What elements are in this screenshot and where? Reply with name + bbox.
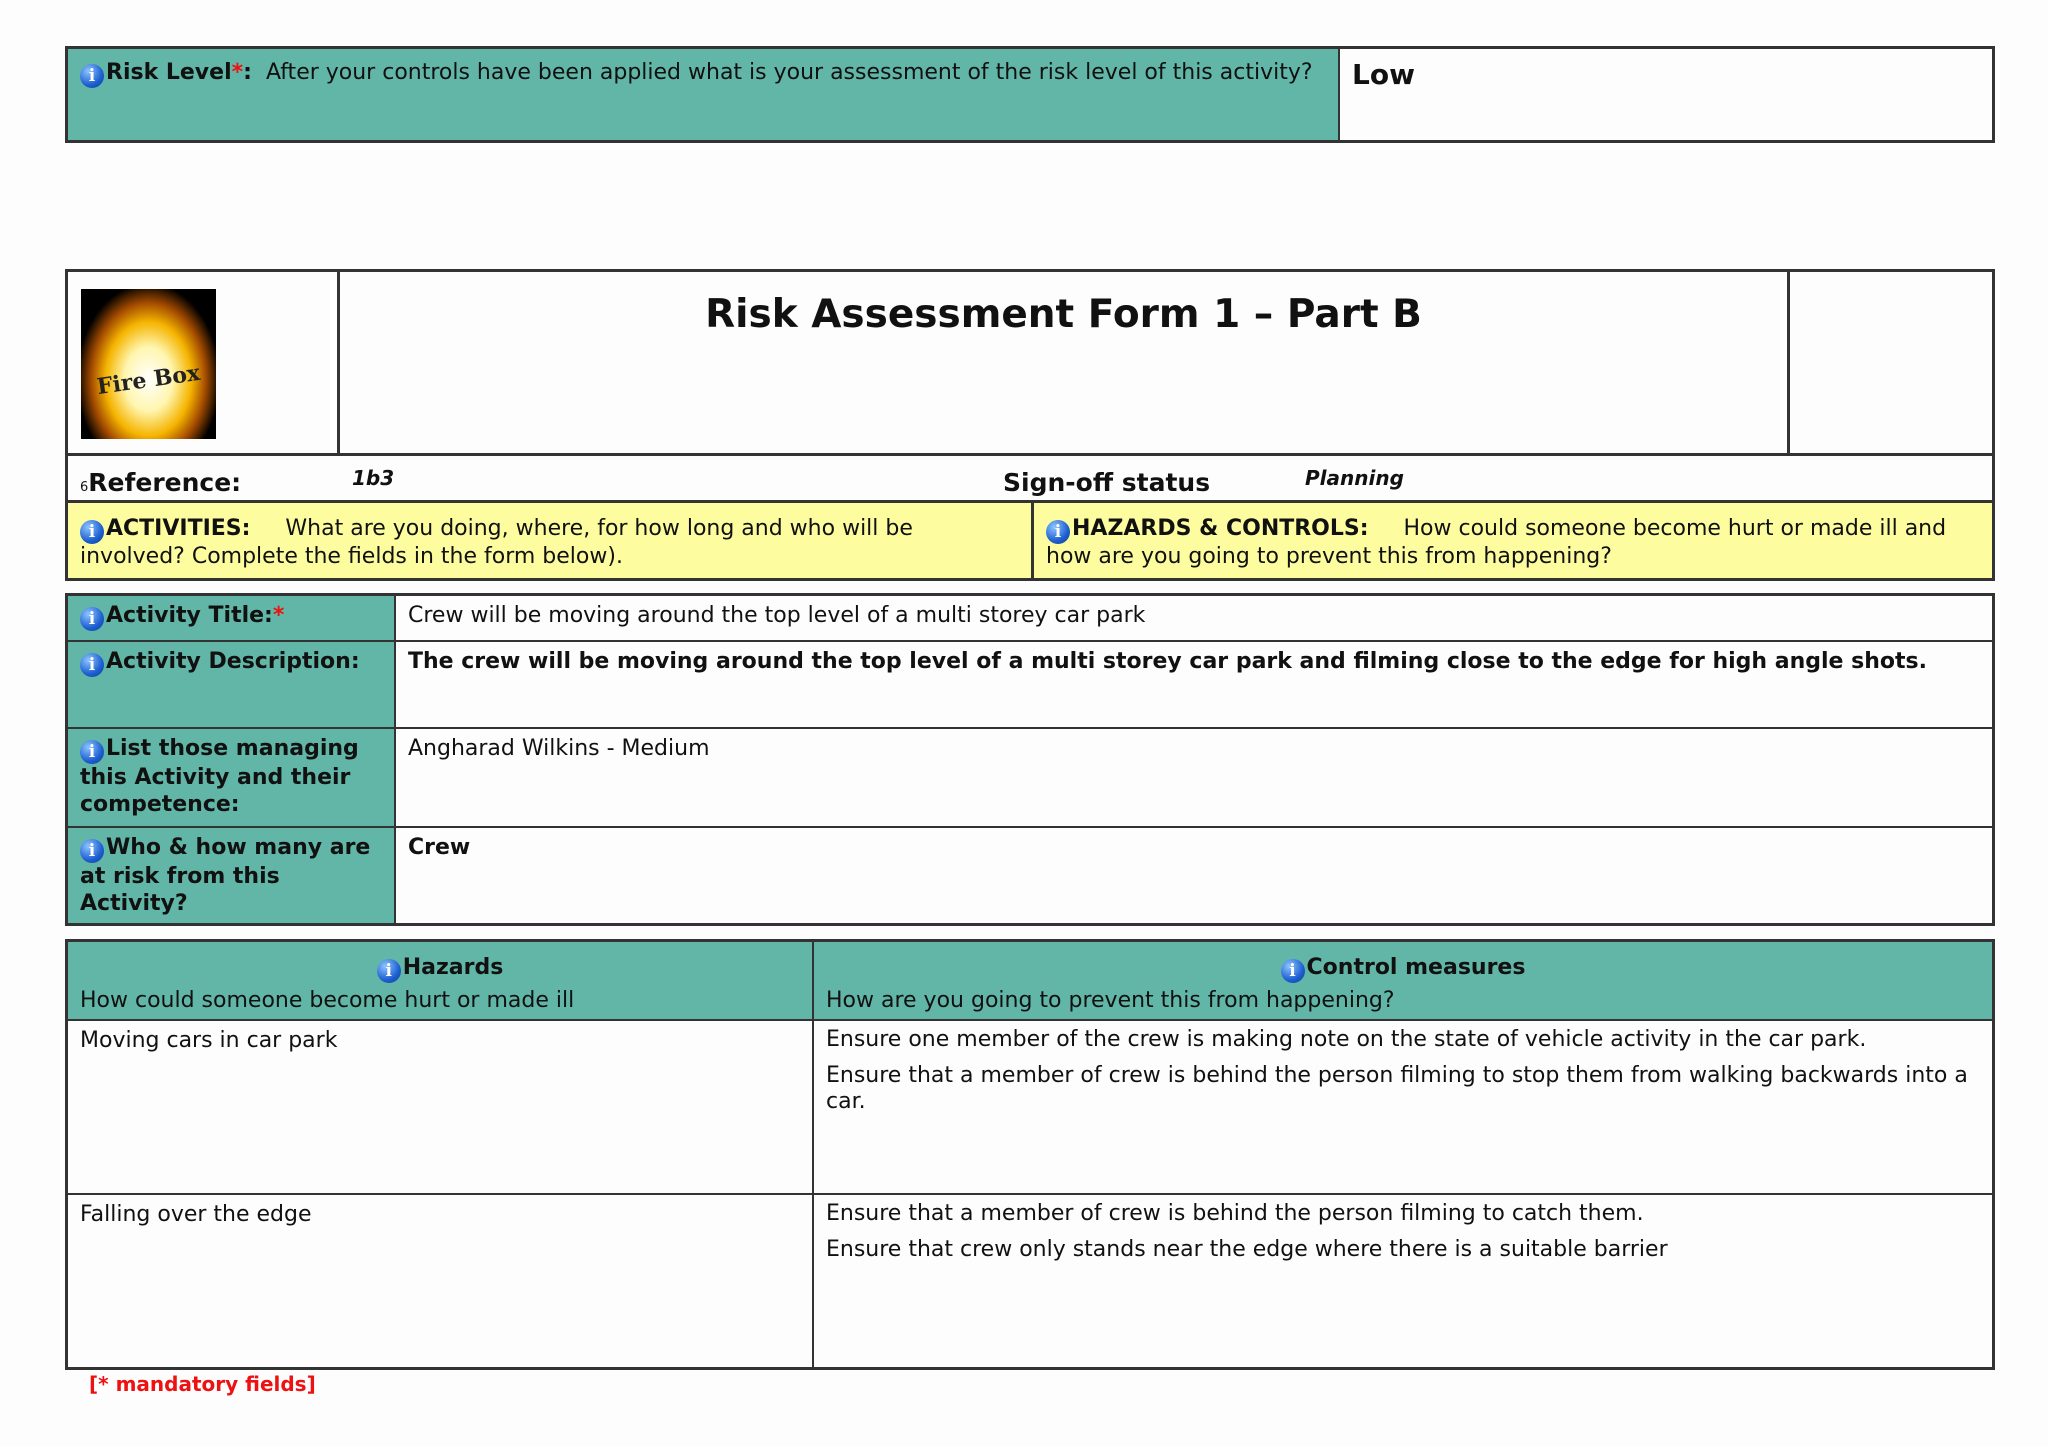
- control-measure: Ensure that crew only stands near the edge where there is a suitable barrier: [826, 1237, 1668, 1262]
- activity-title-value[interactable]: Crew will be moving around the top level of a multi storey car park: [408, 603, 1146, 628]
- reference-value[interactable]: 1b3: [352, 466, 395, 490]
- activities-text: What are you doing, where, for how long and who will be involved? Complete the fields in the form below).: [80, 516, 913, 569]
- controls-header: [814, 948, 1992, 1020]
- info-icon[interactable]: i: [377, 959, 401, 983]
- hazards-controls-label: HAZARDS & CONTROLS:: [1072, 516, 1369, 541]
- control-measure: Ensure one member of the crew is making note on the state of vehicle activity in the car park.: [826, 1027, 1867, 1052]
- control-measure: Ensure that a member of crew is behind the person filming to stop them from walking backwards into a car.: [826, 1063, 1968, 1114]
- info-icon[interactable]: i: [80, 740, 104, 764]
- activity-description-label: [68, 642, 394, 683]
- hazards-controls-text: How could someone become hurt or made ill and how are you going to prevent this from happening?: [1046, 516, 1947, 569]
- page-title: Risk Assessment Form 1 – Part B: [705, 292, 1422, 337]
- required-asterisk: *: [272, 603, 285, 628]
- info-icon[interactable]: i: [80, 607, 104, 631]
- controls-cell[interactable]: [814, 1021, 1992, 1121]
- control-measure: Ensure that a member of crew is behind the person filming to catch them.: [826, 1201, 1644, 1226]
- hazards-controls-cell: [1034, 503, 1992, 578]
- logo-text: Fire Box: [95, 359, 202, 401]
- signoff-label: Sign-off status: [1003, 468, 1211, 497]
- info-icon[interactable]: i: [80, 653, 104, 677]
- firebox-logo: [81, 289, 216, 439]
- risk-level-question: After your controls have been applied what is your assessment of the risk level of this activity?: [265, 60, 1313, 85]
- required-asterisk: *: [231, 60, 244, 85]
- info-icon[interactable]: i: [80, 64, 104, 88]
- signoff-value[interactable]: Planning: [1305, 466, 1404, 490]
- label-text: List those managing this Activity and their competence:: [80, 736, 359, 817]
- managers-label: [68, 729, 394, 824]
- activities-label: ACTIVITIES:: [106, 516, 251, 541]
- activity-title-label: [68, 596, 394, 637]
- label-text: Activity Title:: [106, 603, 273, 628]
- managers-value[interactable]: Angharad Wilkins - Medium: [408, 736, 710, 761]
- label-text: Activity Description:: [106, 649, 360, 674]
- risk-level-label: Risk Level: [106, 60, 232, 85]
- form-header-table: [65, 269, 1995, 581]
- info-icon[interactable]: i: [80, 839, 104, 863]
- info-icon[interactable]: i: [1281, 959, 1305, 983]
- colon: :: [243, 60, 252, 85]
- controls-cell[interactable]: [814, 1195, 1992, 1269]
- hazards-header-title: Hazards: [402, 955, 504, 980]
- hazards-header: [68, 948, 812, 1020]
- risk-level-value[interactable]: Low: [1352, 58, 1415, 91]
- hazards-table: [65, 939, 1995, 1370]
- activity-description-value[interactable]: The crew will be moving around the top level of a multi storey car park and filming close to the edge for high angle shots.: [408, 649, 1927, 674]
- activity-fields-table: [65, 593, 1995, 926]
- at-risk-value[interactable]: Crew: [408, 835, 471, 860]
- mandatory-fields-note: [* mandatory fields]: [89, 1372, 316, 1396]
- risk-level-label-cell: [68, 49, 1338, 140]
- info-icon[interactable]: i: [80, 520, 104, 544]
- info-icon[interactable]: i: [1046, 520, 1070, 544]
- activities-cell: [68, 503, 1031, 578]
- risk-level-table: [65, 46, 1995, 143]
- hazards-header-sub: How could someone become hurt or made ill: [80, 988, 575, 1013]
- hazard-cell[interactable]: Falling over the edge: [80, 1202, 312, 1227]
- at-risk-label: [68, 828, 394, 923]
- reference-label-text: Reference:: [88, 468, 242, 497]
- controls-header-sub: How are you going to prevent this from happening?: [826, 988, 1395, 1013]
- label-text: Who & how many are at risk from this Activity?: [80, 835, 371, 916]
- controls-header-title: Control measures: [1306, 955, 1526, 980]
- reference-prefix: 6: [80, 480, 89, 495]
- hazard-cell[interactable]: Moving cars in car park: [80, 1028, 338, 1053]
- reference-label: [80, 468, 241, 497]
